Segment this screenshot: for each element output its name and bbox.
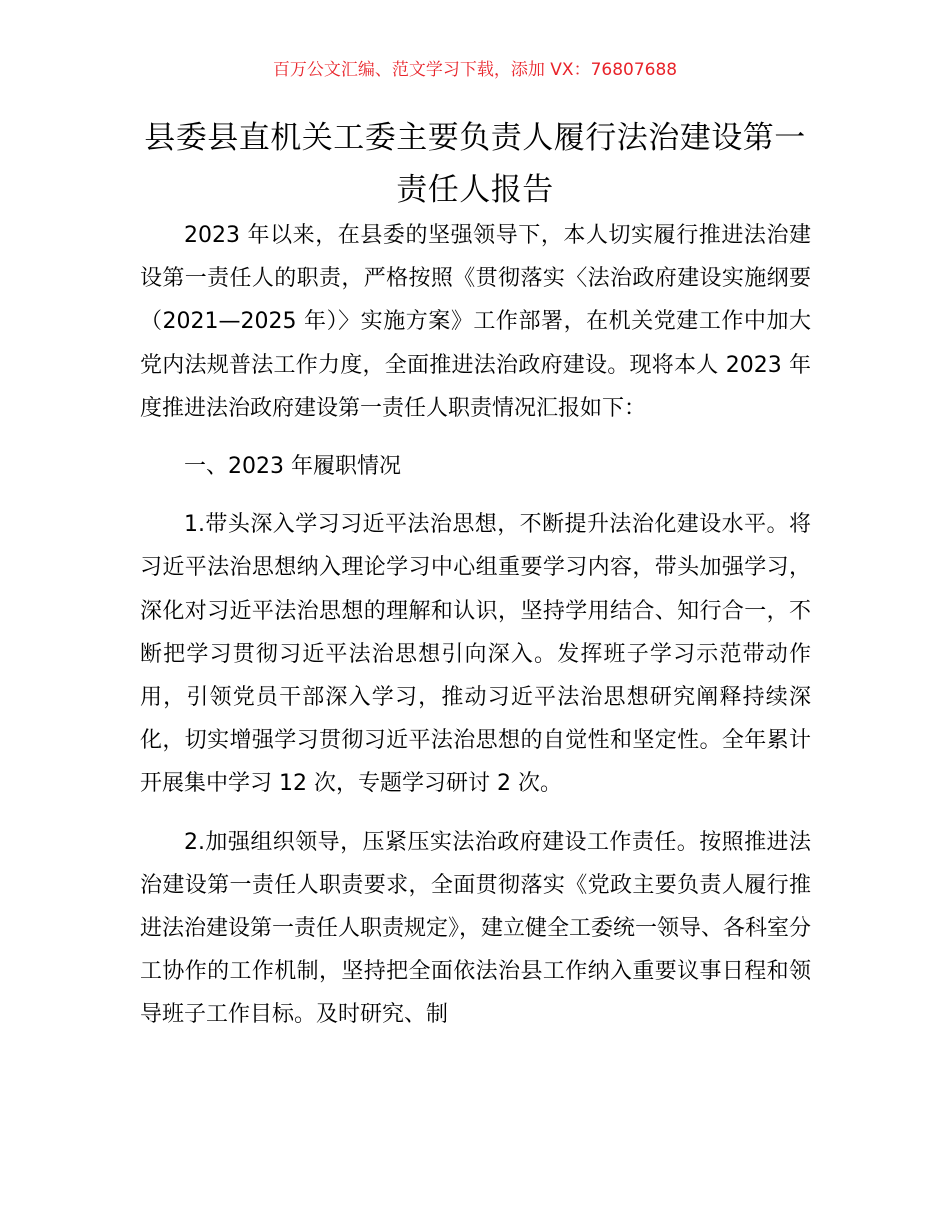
paragraph-item-1: 1.带头深入学习习近平法治思想，不断提升法治化建设水平。将习近平法治思想纳入理论学习中心组重要学习内容，带头加强学习，深化对习近平法治思想的理解和认识，坚持学用结合、知行合一，不断把学习贯彻习近平法治思想引向深入。发挥班子学习示范带动作用，引领党员干部深入学习，推动习近平法治思想研究阐释持续深化，切实增强学习贯彻习近平法治思想的自觉性和坚定性。全年累计开展集中学习 12 次，专题学习研讨 2 次。 — [140, 512, 811, 797]
paragraph-intro: 2023 年以来，在县委的坚强领导下，本人切实履行推进法治建设第一责任人的职责，严格按照《贯彻落实〈法治政府建设实施纲要（2021—2025 年）〉实施方案》工作部署，在机关党建工作中加大党内法规普法工作力度，全面推进法治政府建设。现将本人 2023 年度推进法治政府建设第一责任人职责情况汇报如下： — [140, 223, 811, 421]
document-title: 县委县直机关工委主要负责人履行法治建设第一责任人报告 — [144, 120, 806, 208]
document-body — [140, 214, 811, 1037]
section-heading-1: 一、2023 年履职情况 — [184, 454, 401, 480]
paragraph-item-2: 2.加强组织领导，压紧压实法治政府建设工作责任。按照推进法治建设第一责任人职责要求，全面贯彻落实《党政主要负责人履行推进法治建设第一责任人职责规定》，建立健全工委统一领导、各科室分工协作的工作机制，坚持把全面依法治县工作纳入重要议事日程和领导班子工作目标。及时研究、制 — [140, 829, 812, 1028]
header-contact-note: 百万公文汇编、范文学习下载，添加 VX：76807688 — [272, 60, 678, 80]
